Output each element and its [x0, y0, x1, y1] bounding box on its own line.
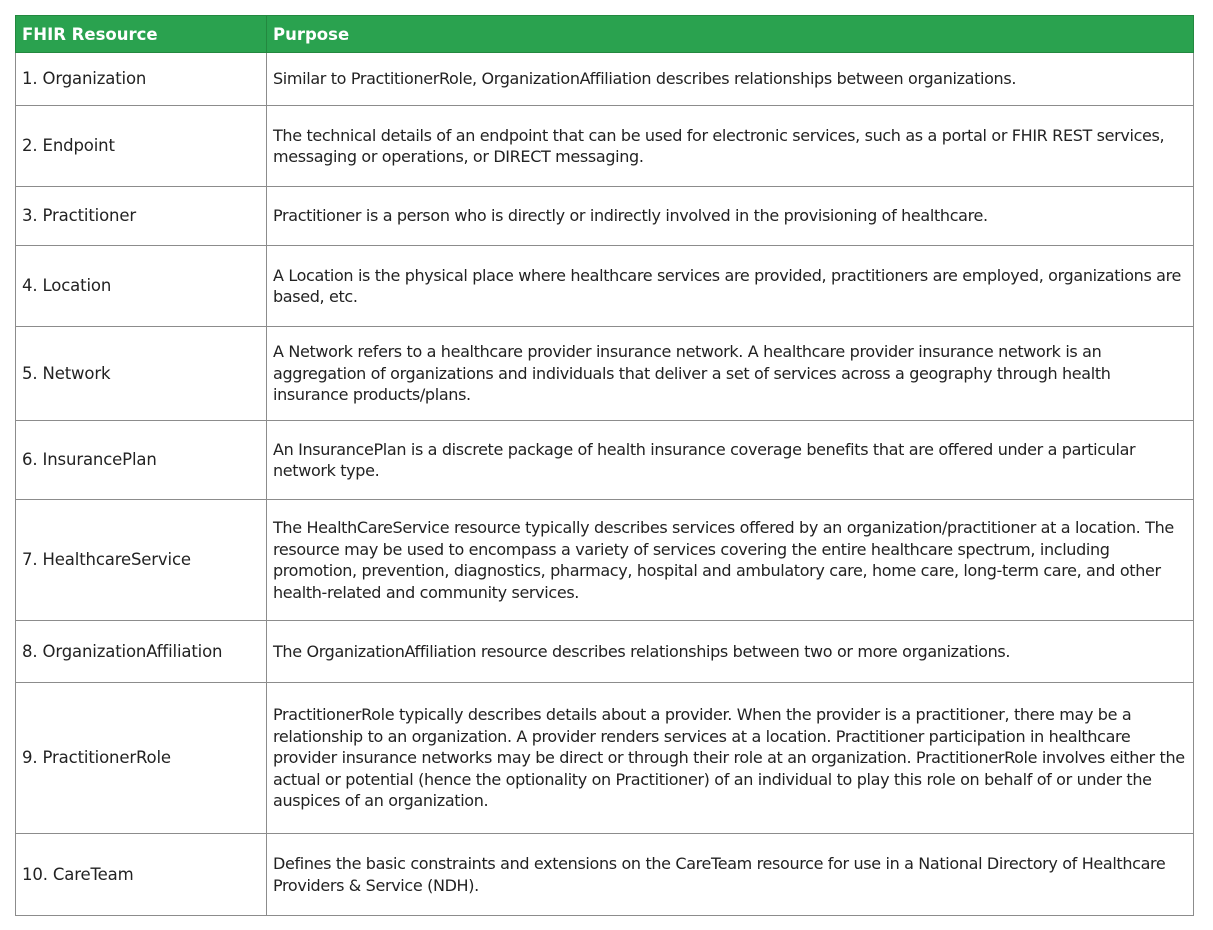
table-row	[16, 621, 1194, 683]
purpose-cell: An InsurancePlan is a discrete package of health insurance coverage benefits that are offered under a particular network type.	[267, 421, 1194, 500]
table-row	[16, 421, 1194, 500]
table-row	[16, 246, 1194, 327]
resource-name-cell: 9. PractitionerRole	[16, 683, 267, 834]
column-header-resource: FHIR Resource	[16, 16, 267, 53]
purpose-cell: PractitionerRole typically describes details about a provider. When the provider is a practitioner, there may be a relationship to an organization. A provider renders services at a location. Practitioner participation in healthcare provider insurance networks may be direct or through their role at an organization. PractitionerRole involves either the actual or potential (hence the optionality on Practitioner) of an individual to play this role on behalf of or under the auspices of an organization.	[267, 683, 1194, 834]
table-row	[16, 53, 1194, 106]
purpose-cell: The OrganizationAffiliation resource describes relationships between two or more organizations.	[267, 621, 1194, 683]
resource-name-cell: 10. CareTeam	[16, 834, 267, 916]
table-header-row	[16, 16, 1194, 53]
resource-name-cell: 6. InsurancePlan	[16, 421, 267, 500]
fhir-resource-table	[15, 15, 1194, 916]
resource-name-cell: 4. Location	[16, 246, 267, 327]
purpose-cell: A Location is the physical place where healthcare services are provided, practitioners are employed, organizations are based, etc.	[267, 246, 1194, 327]
resource-name-cell: 5. Network	[16, 327, 267, 421]
purpose-cell: The technical details of an endpoint that can be used for electronic services, such as a portal or FHIR REST services, messaging or operations, or DIRECT messaging.	[267, 106, 1194, 187]
resource-name-cell: 1. Organization	[16, 53, 267, 106]
purpose-cell: A Network refers to a healthcare provider insurance network. A healthcare provider insurance network is an aggregation of organizations and individuals that deliver a set of services across a geography through health insurance products/plans.	[267, 327, 1194, 421]
purpose-cell: Defines the basic constraints and extensions on the CareTeam resource for use in a National Directory of Healthcare Providers & Service (NDH).	[267, 834, 1194, 916]
table-row	[16, 327, 1194, 421]
table-row	[16, 834, 1194, 916]
resource-name-cell: 7. HealthcareService	[16, 500, 267, 621]
resource-name-cell: 8. OrganizationAffiliation	[16, 621, 267, 683]
table-row	[16, 106, 1194, 187]
resource-name-cell: 2. Endpoint	[16, 106, 267, 187]
table-row	[16, 187, 1194, 246]
purpose-cell: Similar to PractitionerRole, OrganizationAffiliation describes relationships between organizations.	[267, 53, 1194, 106]
purpose-cell: Practitioner is a person who is directly or indirectly involved in the provisioning of healthcare.	[267, 187, 1194, 246]
table-row	[16, 500, 1194, 621]
purpose-cell: The HealthCareService resource typically describes services offered by an organization/practitioner at a location. The resource may be used to encompass a variety of services covering the entire healthcare spectrum, including promotion, prevention, diagnostics, pharmacy, hospital and ambulatory care, home care, long-term care, and other health-related and community services.	[267, 500, 1194, 621]
resource-name-cell: 3. Practitioner	[16, 187, 267, 246]
table-row	[16, 683, 1194, 834]
column-header-purpose: Purpose	[267, 16, 1194, 53]
